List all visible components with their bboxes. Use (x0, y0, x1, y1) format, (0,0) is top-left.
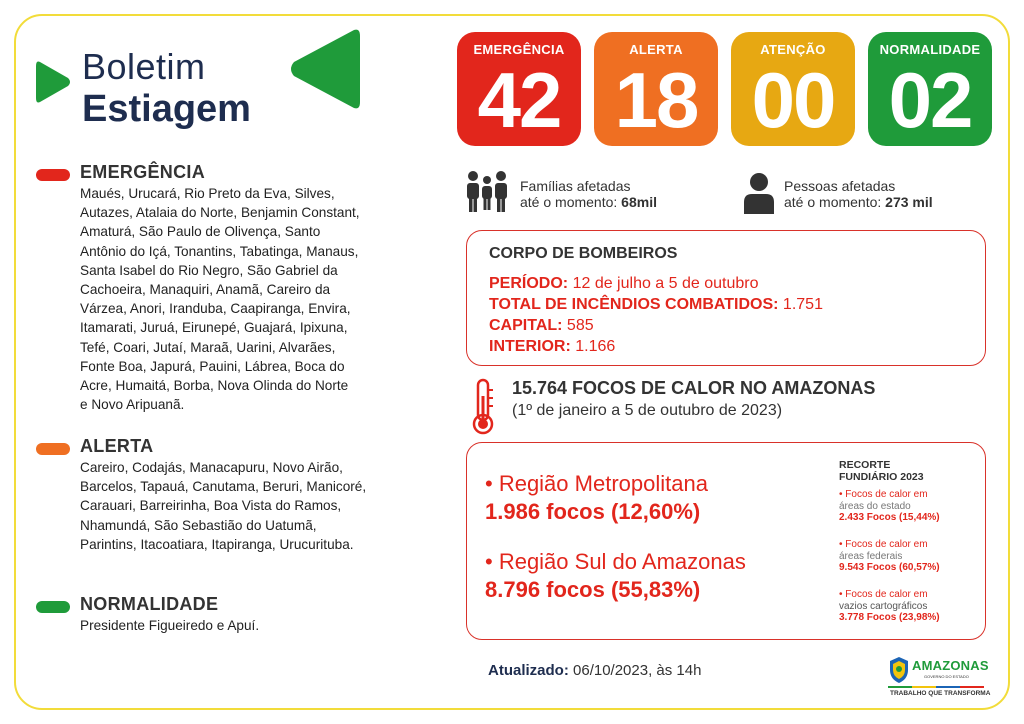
region-name: • Região Metropolitana (485, 471, 708, 496)
brand-color-line (888, 686, 984, 688)
recorte-item: • Focos de calor em áreas federais 9.543 Focos (60,57%) (839, 539, 940, 573)
status-atencao (731, 32, 855, 146)
person-icon (742, 172, 776, 214)
category-heading: NORMALIDADE (80, 594, 219, 614)
recorte-title: RECORTE FUNDIÁRIO 2023 (839, 459, 924, 483)
green-triangle-small-icon (36, 58, 72, 106)
category-heading: EMERGÊNCIA (80, 162, 206, 182)
brand-name: AMAZONAS (912, 658, 989, 673)
bombeiros-row-total: TOTAL DE INCÊNDIOS COMBATIDOS: 1.751 (489, 296, 823, 313)
category-municipalities: Maués, Urucará, Rio Preto da Eva, Silves, Autazes, Atalaia do Norte, Benjamin Constant, Amaturá, São Paulo de Olivença, Santo Antônio do Içá, Tonantins, Tabatinga, Manaus, Santa Isabel do Rio Negro, São Gabriel da Cachoeira, Manaquiri, Anamã, Careiro da Várzea, Anori, Iranduba, Caapiranga, Envira, Itamarati, Juruá, Eirunepé, Guajará, Ipixuna, Tefé, Coari, Jutaí, Maraã, Uarini, Alvarães, Fonte Boa, Japurá, Pauini, Lábrea, Boca do Acre, Humaitá, Borba, Nova Olinda do Norte e Novo Aripuanã. (80, 186, 360, 413)
status-count: 00 (751, 56, 835, 144)
updated-timestamp: Atualizado: 06/10/2023, às 14h (488, 662, 702, 679)
emergencia-bar (36, 169, 70, 181)
category-municipalities: Careiro, Codajás, Manacapuru, Novo Airão, Barcelos, Tapauá, Canutama, Beruri, Manicoré, Carauari, Barreirinha, Boa Vista do Ramos, Nhamundá, São Sebastião do Uatumã, Parintins, Itacoatiara, Itapiranga, Urucurituba. (80, 460, 367, 552)
recorte-item: • Focos de calor em vazios cartográficos 3.778 Focos (23,98%) (839, 589, 940, 623)
families-count: 68mil (621, 194, 657, 210)
status-count: 02 (888, 56, 972, 144)
bulletin-logo (36, 28, 336, 138)
status-label: NORMALIDADE (879, 42, 981, 57)
status-label: ALERTA (629, 42, 683, 57)
region-name: • Região Sul do Amazonas (485, 549, 746, 574)
green-triangle-large-icon (288, 28, 360, 110)
status-count: 18 (614, 56, 698, 144)
region-value: 8.796 focos (55,83%) (485, 577, 701, 602)
title-line1: Boletim (82, 46, 206, 87)
status-alerta (594, 32, 718, 146)
families-text: Famílias afetadas até o momento: 68mil (520, 178, 657, 210)
category-municipalities: Presidente Figueiredo e Apuí. (80, 618, 260, 633)
people-count: 273 mil (885, 194, 933, 210)
affected-people (740, 170, 1000, 214)
people-text: Pessoas afetadas até o momento: 273 mil (784, 178, 933, 210)
status-label: EMERGÊNCIA (473, 42, 565, 57)
status-emergencia (457, 32, 581, 146)
focos-regions-box (466, 442, 986, 640)
thermometer-icon (470, 378, 496, 436)
focos-headline: 15.764 FOCOS DE CALOR NO AMAZONAS (512, 378, 876, 398)
category-heading: ALERTA (80, 436, 154, 456)
bombeiros-row-periodo: PERÍODO: 12 de julho a 5 de outubro (489, 275, 759, 292)
status-count: 42 (477, 56, 561, 144)
recorte-item: • Focos de calor em áreas do estado 2.433 Focos (15,44%) (839, 489, 940, 523)
brand-gov: GOVERNO DO ESTADO (924, 674, 969, 679)
bombeiros-title: CORPO DE BOMBEIROS (489, 245, 678, 262)
bombeiros-row-interior: INTERIOR: 1.166 (489, 338, 616, 355)
brand-slogan: TRABALHO QUE TRANSFORMA (890, 690, 991, 697)
bombeiros-row-capital: CAPITAL: 585 (489, 317, 594, 334)
status-label: ATENÇÃO (760, 42, 826, 57)
region-value: 1.986 focos (12,60%) (485, 499, 701, 524)
normalidade-bar (36, 601, 70, 613)
families-icon (466, 170, 508, 214)
amazonas-government-logo (888, 654, 991, 700)
status-normalidade (868, 32, 992, 146)
affected-families (466, 170, 726, 214)
alerta-bar (36, 443, 70, 455)
state-crest-icon (888, 656, 910, 684)
title-line2: Estiagem (82, 88, 251, 130)
focos-period: (1º de janeiro a 5 de outubro de 2023) (512, 402, 783, 419)
bombeiros-box (466, 230, 986, 366)
